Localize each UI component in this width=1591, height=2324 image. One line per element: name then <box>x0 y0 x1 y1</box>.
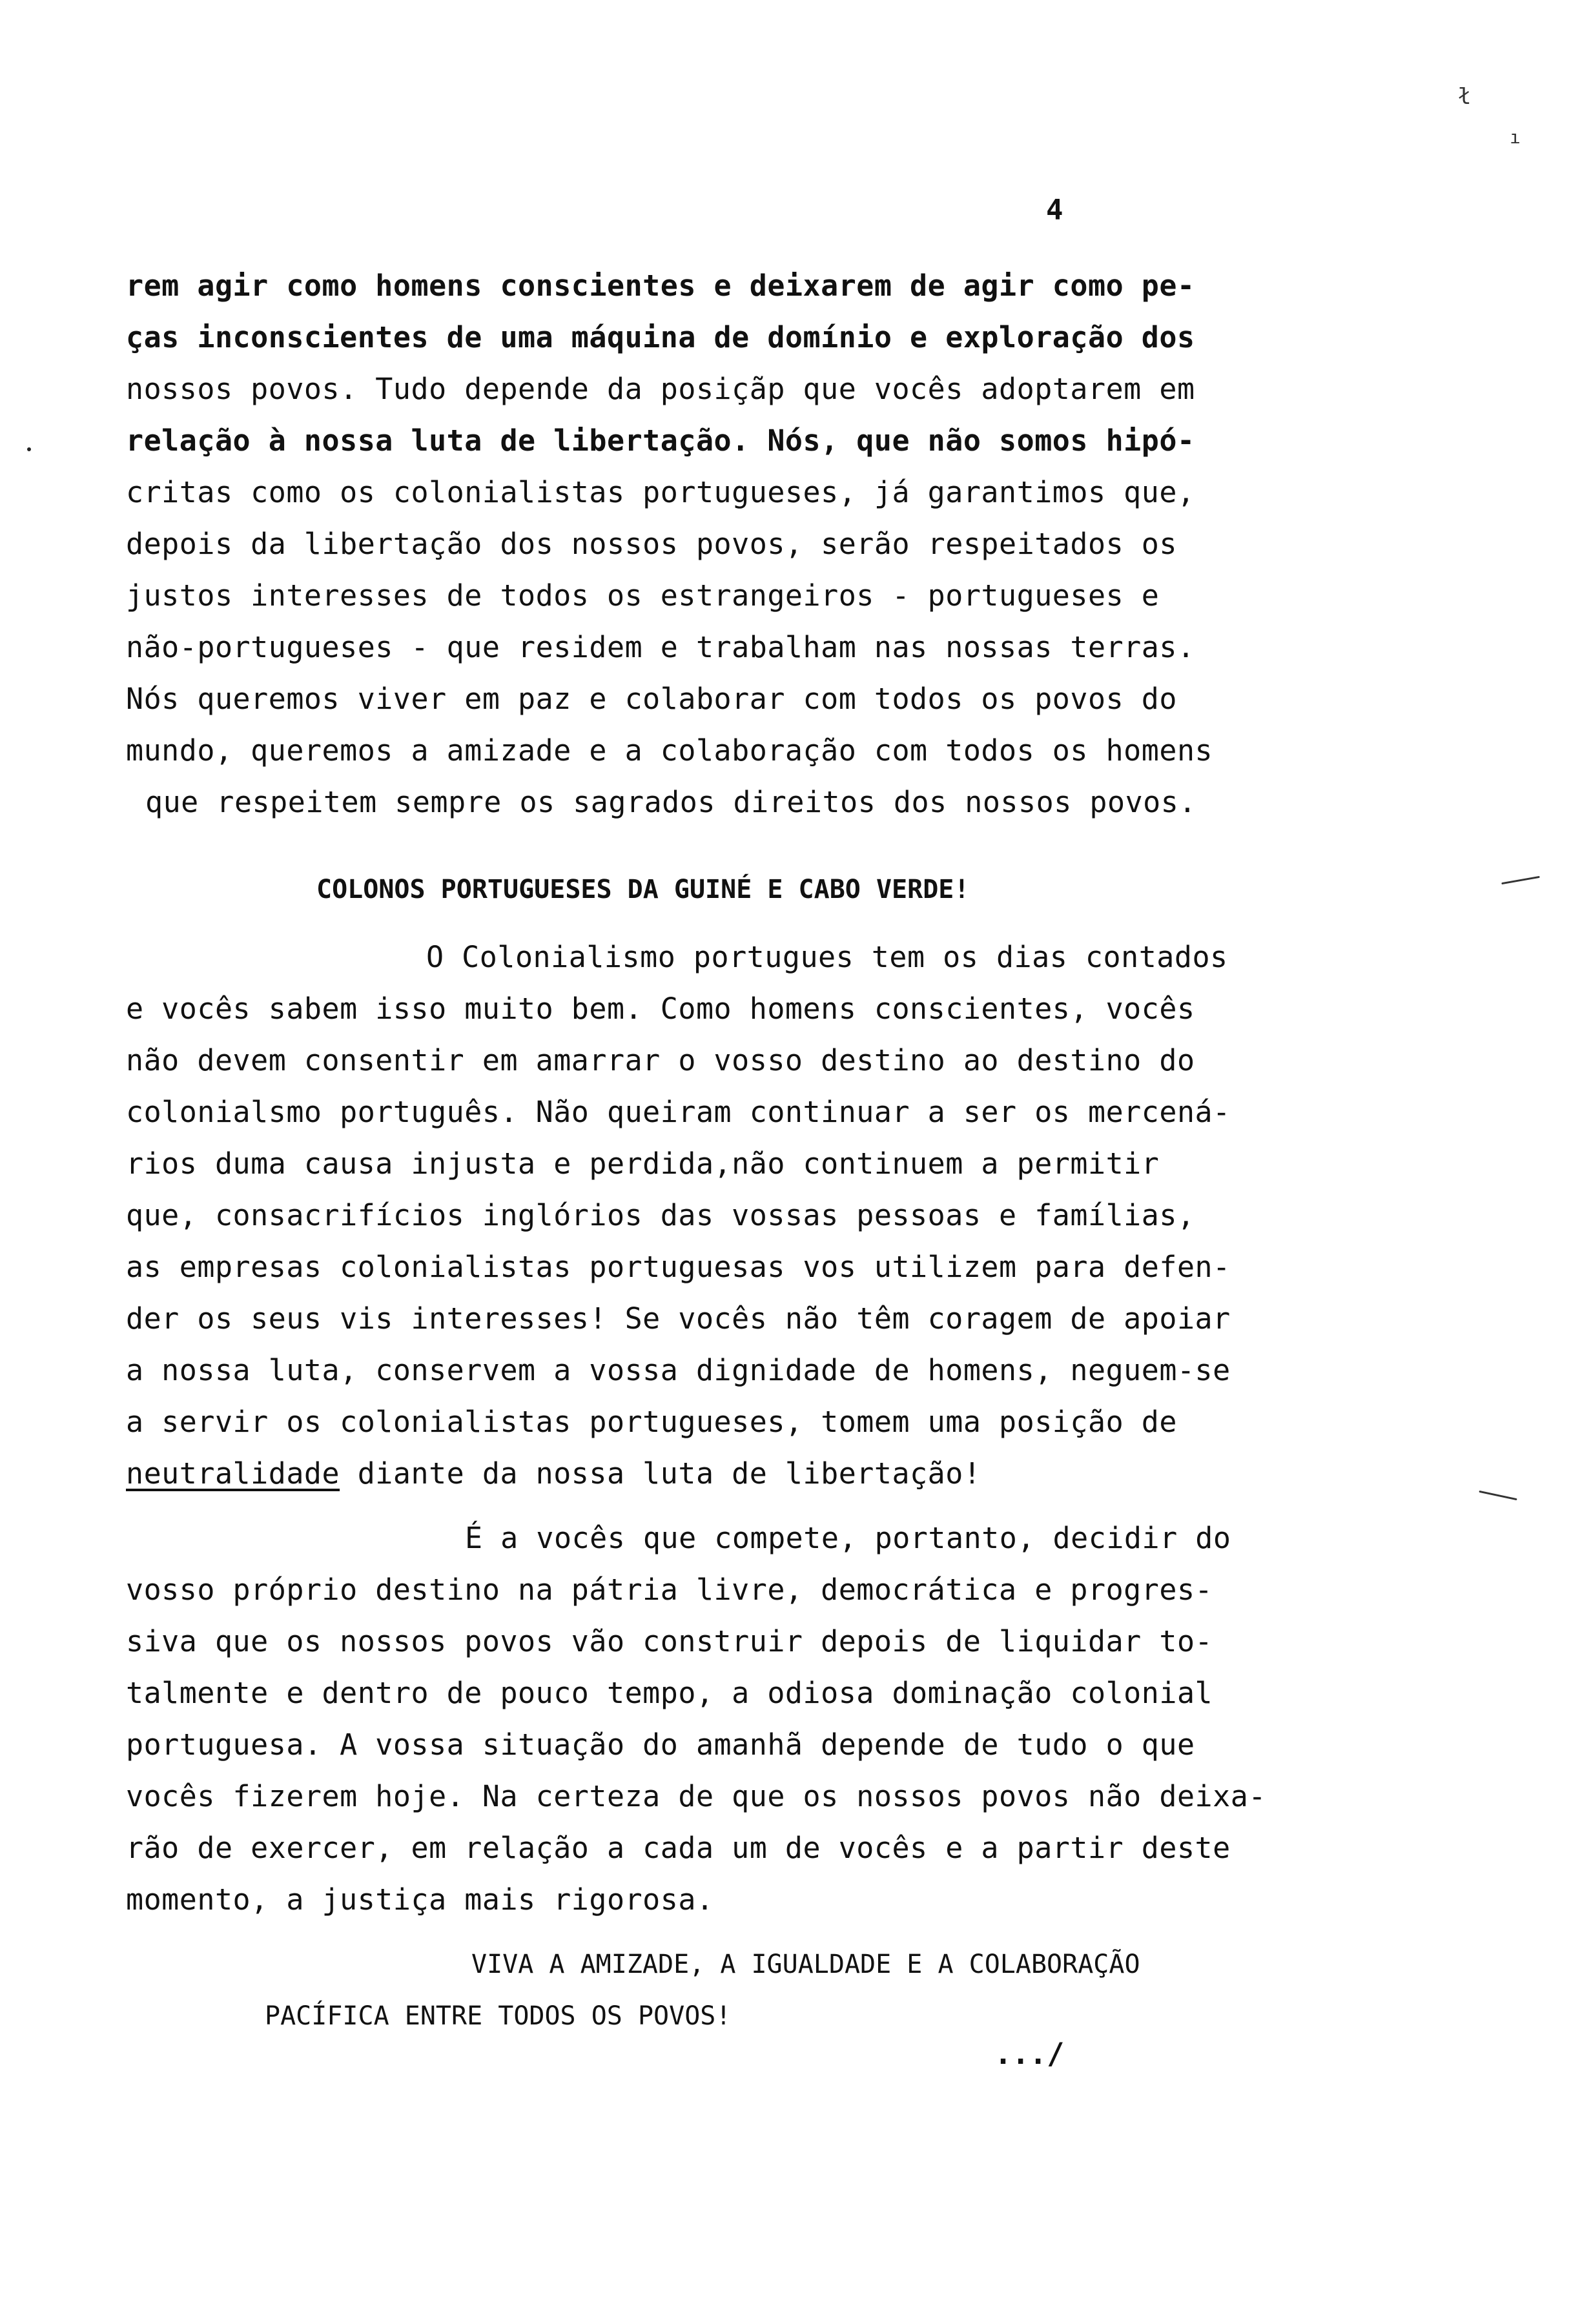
text-line: critas como os colonialistas portugueses, já garantimos que, <box>126 475 1195 509</box>
text-line: as empresas colonialistas portuguesas vos utilizem para defen- <box>126 1250 1231 1284</box>
text-line: ças inconscientes de uma máquina de domínio e exploração dos <box>126 320 1195 354</box>
text-line: vosso próprio destino na pátria livre, democrática e progres- <box>126 1573 1213 1607</box>
text-line: justos interesses de todos os estrangeiros - portugueses e <box>126 578 1160 613</box>
text-line: não devem consentir em amarrar o vosso destino ao destino do <box>126 1043 1195 1077</box>
page-number: 4 <box>1046 194 1063 227</box>
text-line: siva que os nossos povos vão construir depois de liquidar to- <box>126 1624 1213 1658</box>
text-line: relação à nossa luta de libertação. Nós, que não somos hipó- <box>126 423 1195 458</box>
text-line: e vocês sabem isso muito bem. Como homens conscientes, vocês <box>126 992 1195 1026</box>
text-line: rios duma causa injusta e perdida,não continuem a permitir <box>126 1147 1160 1181</box>
margin-dash <box>1501 876 1540 884</box>
section-heading: COLONOS PORTUGUESES DA GUINÉ E CABO VERDE! <box>316 875 970 904</box>
text-line: a nossa luta, conservem a vossa dignidade de homens, neguem-se <box>126 1353 1231 1387</box>
text-line: portuguesa. A vossa situação do amanhã depende de tudo o que <box>126 1728 1195 1762</box>
text-line: der os seus vis interesses! Se vocês não têm coragem de apoiar <box>126 1301 1231 1336</box>
text-line: que, consacrifícios inglórios das vossas pessoas e famílias, <box>126 1198 1195 1232</box>
corner-mark-top: ł <box>1458 84 1472 110</box>
text-line: Nós queremos viver em paz e colaborar com todos os povos do <box>126 682 1177 716</box>
text-line: depois da libertação dos nossos povos, serão respeitados os <box>126 527 1177 561</box>
text-line: momento, a justiça mais rigorosa. <box>126 1882 714 1917</box>
text-line-last <box>126 1456 981 1491</box>
corner-mark-right: ı <box>1510 127 1521 148</box>
underlined-word: neutralidade <box>126 1456 340 1491</box>
closing-slogan-line-2: PACÍFICA ENTRE TODOS OS POVOS! <box>265 2001 732 2031</box>
margin-dot <box>27 447 31 451</box>
continuation-mark: .../ <box>994 2037 1065 2071</box>
text-line: rem agir como homens conscientes e deixarem de agir como pe- <box>126 269 1195 303</box>
text-line: vocês fizerem hoje. Na certeza de que os nossos povos não deixa- <box>126 1779 1266 1813</box>
text-fragment: diante da nossa luta de libertação! <box>340 1456 981 1491</box>
text-line: O Colonialismo portugues tem os dias contados <box>426 940 1228 974</box>
text-line: rão de exercer, em relação a cada um de vocês e a partir deste <box>126 1831 1231 1865</box>
text-line: mundo, queremos a amizade e a colaboração com todos os homens <box>126 733 1213 768</box>
margin-dash <box>1479 1491 1517 1500</box>
text-line: não-portugueses - que residem e trabalham nas nossas terras. <box>126 630 1195 664</box>
text-line: colonialsmo português. Não queiram continuar a ser os mercená- <box>126 1095 1231 1129</box>
text-line: a servir os colonialistas portugueses, tomem uma posição de <box>126 1405 1177 1439</box>
text-line: É a vocês que compete, portanto, decidir do <box>465 1521 1231 1555</box>
text-line: que respeitem sempre os sagrados direitos dos nossos povos. <box>145 785 1196 819</box>
text-line: nossos povos. Tudo depende da posiçãp que vocês adoptarem em <box>126 372 1195 406</box>
closing-slogan-line-1: VIVA A AMIZADE, A IGUALDADE E A COLABORAÇÃO <box>471 1950 1140 1979</box>
text-line: talmente e dentro de pouco tempo, a odiosa dominação colonial <box>126 1676 1213 1710</box>
